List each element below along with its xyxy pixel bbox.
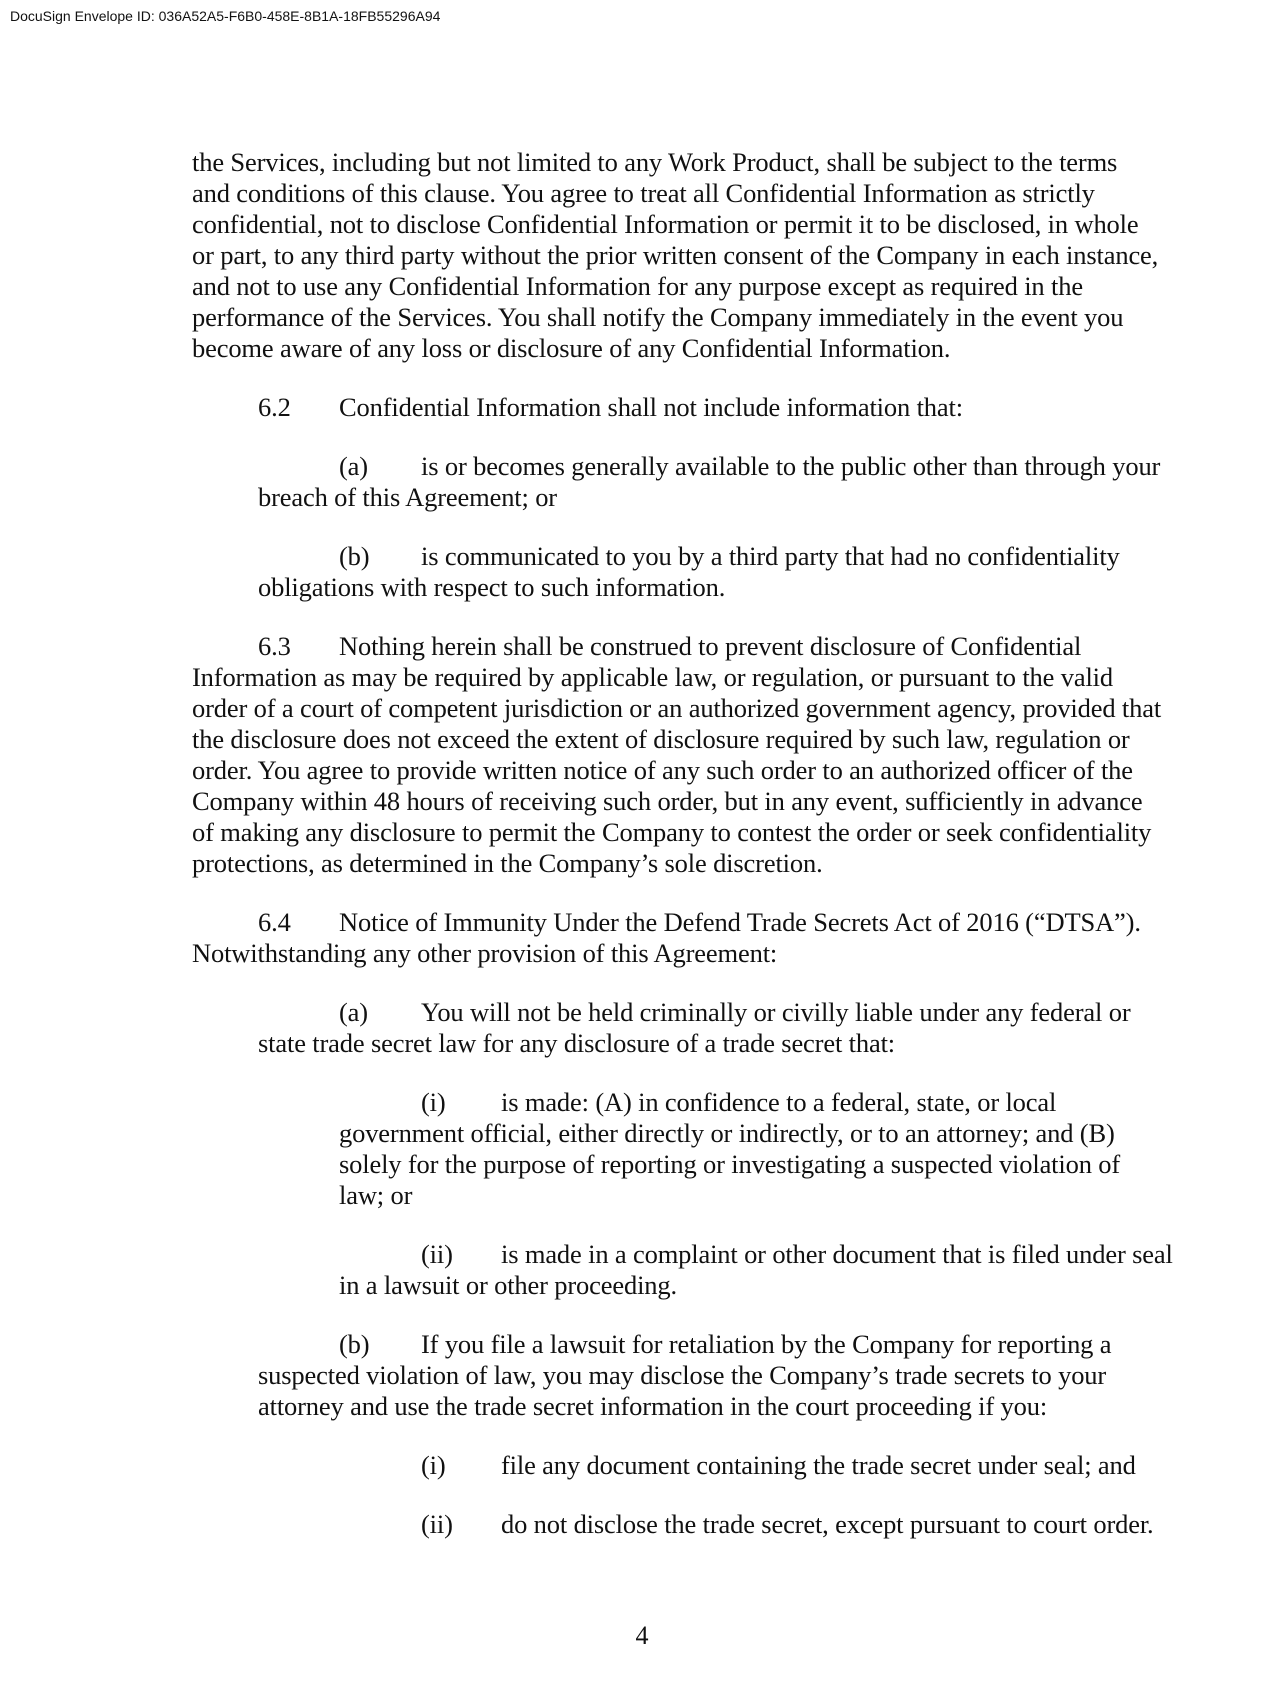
subclause-text: law; or <box>339 1180 413 1210</box>
clause-label: (b) <box>339 1329 370 1359</box>
section-text: Notice of Immunity Under the Defend Trade Secrets Act of 2016 (“DTSA”). <box>339 907 1141 937</box>
clause-label: (b) <box>339 541 370 571</box>
section-number: 6.4 <box>258 907 291 937</box>
subclause-label: (i) <box>421 1087 446 1117</box>
subclause-label: (i) <box>421 1450 446 1480</box>
clause-text: is communicated to you by a third party that had no confidentiality <box>421 541 1120 571</box>
clause-text: is or becomes generally available to the public other than through your <box>421 451 1161 481</box>
section-text: Confidential Information shall not include information that: <box>339 392 963 422</box>
section-text: Nothing herein shall be construed to prevent disclosure of Confidential <box>339 631 1082 661</box>
subclause-label: (ii) <box>421 1239 453 1269</box>
subclause-text: solely for the purpose of reporting or investigating a suspected violation of <box>339 1149 1121 1179</box>
paragraph-line: and conditions of this clause. You agree to treat all Confidential Information as strictly <box>192 178 1095 208</box>
subclause-text: in a lawsuit or other proceeding. <box>339 1270 677 1300</box>
subclause-label: (ii) <box>421 1509 453 1539</box>
section-text: of making any disclosure to permit the Company to contest the order or seek confidentiality <box>192 817 1152 847</box>
subclause-text: government official, either directly or indirectly, or to an attorney; and (B) <box>339 1118 1115 1148</box>
clause-text: obligations with respect to such information. <box>258 572 726 602</box>
section-number: 6.2 <box>258 392 291 422</box>
section-number: 6.3 <box>258 631 291 661</box>
clause-text: attorney and use the trade secret information in the court proceeding if you: <box>258 1391 1048 1421</box>
section-text: the disclosure does not exceed the extent of disclosure required by such law, regulation or <box>192 724 1130 754</box>
page-number: 4 <box>635 1621 649 1650</box>
paragraph-line: and not to use any Confidential Information for any purpose except as required in the <box>192 271 1083 301</box>
section-text: Company within 48 hours of receiving such order, but in any event, sufficiently in advance <box>192 786 1143 816</box>
docusign-envelope-id: DocuSign Envelope ID: 036A52A5-F6B0-458E-8B1A-18FB55296A94 <box>10 8 441 24</box>
paragraph-line: performance of the Services. You shall notify the Company immediately in the event you <box>192 302 1124 332</box>
clause-text: If you file a lawsuit for retaliation by the Company for reporting a <box>421 1329 1112 1359</box>
clause-text: state trade secret law for any disclosure of a trade secret that: <box>258 1028 895 1058</box>
subclause-text: is made in a complaint or other document that is filed under seal <box>501 1239 1173 1269</box>
subclause-text: do not disclose the trade secret, except pursuant to court order. <box>501 1509 1154 1539</box>
subclause-text: file any document containing the trade secret under seal; and <box>501 1450 1136 1480</box>
clause-text: breach of this Agreement; or <box>258 482 557 512</box>
section-text: order of a court of competent jurisdiction or an authorized government agency, provided that <box>192 693 1162 723</box>
section-text: order. You agree to provide written notice of any such order to an authorized officer of the <box>192 755 1133 785</box>
paragraph-line: or part, to any third party without the prior written consent of the Company in each instance, <box>192 240 1159 270</box>
paragraph-line: become aware of any loss or disclosure of any Confidential Information. <box>192 333 951 363</box>
clause-text: You will not be held criminally or civilly liable under any federal or <box>421 997 1131 1027</box>
section-text: protections, as determined in the Company’s sole discretion. <box>192 848 823 878</box>
subclause-text: is made: (A) in confidence to a federal, state, or local <box>501 1087 1057 1117</box>
clause-text: suspected violation of law, you may disclose the Company’s trade secrets to your <box>258 1360 1107 1390</box>
paragraph-line: confidential, not to disclose Confidential Information or permit it to be disclosed, in whole <box>192 209 1139 239</box>
clause-label: (a) <box>339 451 368 481</box>
section-text: Information as may be required by applicable law, or regulation, or pursuant to the valid <box>192 662 1113 692</box>
paragraph-line: the Services, including but not limited to any Work Product, shall be subject to the terms <box>192 147 1118 177</box>
section-text: Notwithstanding any other provision of this Agreement: <box>192 938 778 968</box>
clause-label: (a) <box>339 997 368 1027</box>
